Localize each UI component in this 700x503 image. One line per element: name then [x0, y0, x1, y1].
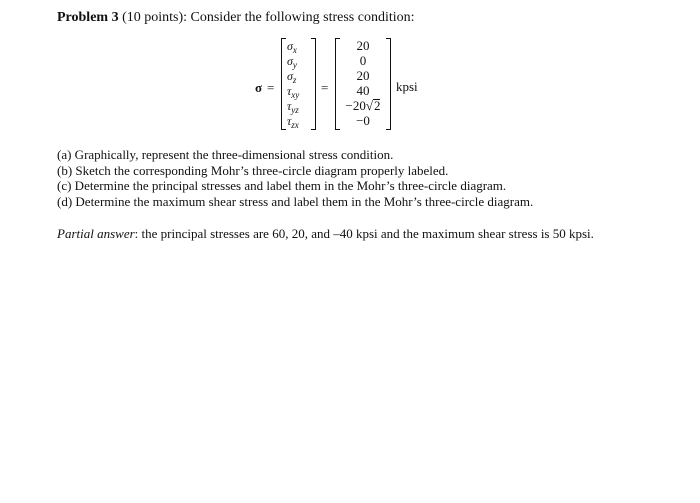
value-tau-xy: 40 [356, 83, 370, 98]
sigma-symbol: σ [255, 80, 263, 95]
component-sigma-y: $\sigma_y$ [287, 54, 297, 70]
value-sigma-x: 20 [356, 38, 370, 53]
left-bracket-vector [281, 38, 286, 130]
component-tau-yz: $\tau_{yz}$ [287, 99, 299, 115]
partial-answer [57, 226, 594, 242]
value-sigma-y: 0 [359, 53, 367, 68]
problem-parts [57, 147, 533, 209]
unit-label: kpsi [396, 79, 418, 94]
value-sigma-z: 20 [356, 68, 370, 83]
equals-sign: = [267, 80, 275, 95]
equals-sign-2: = [321, 80, 329, 95]
value-tau-zx: −0 [356, 113, 370, 128]
component-sigma-z: $\sigma_z$ [287, 69, 297, 85]
value-tau-yz: −20√2 [345, 98, 381, 113]
right-bracket-vector [311, 38, 316, 130]
right-bracket-values [386, 38, 391, 130]
component-tau-zx: $\tau_{zx}$ [287, 114, 299, 130]
left-bracket-values [335, 38, 340, 130]
partial-answer-lead: Partial answer [57, 226, 135, 241]
part-b: (b) Sketch the corresponding Mohr’s three-circle diagram properly labeled. [57, 162, 449, 178]
component-sigma-x: $\sigma_x$ [287, 39, 297, 55]
stress-equation [255, 34, 455, 134]
component-tau-xy: $\tau_{xy}$ [287, 84, 300, 100]
problem-title [57, 9, 415, 27]
problem-points: (10 points): Consider the following stress condition: [118, 10, 415, 25]
part-a: (a) Graphically, represent the three-dimensional stress condition. [57, 147, 394, 162]
problem-label: Problem 3 [57, 10, 119, 25]
part-d: (d) Determine the maximum shear stress and label them in the Mohr’s three-circle diagram. [57, 193, 534, 209]
partial-answer-text: : the principal stresses are 60, 20, and –40 kpsi and the maximum shear stress is 50 kpsi. [134, 226, 594, 241]
part-c: (c) Determine the principal stresses and label them in the Mohr’s three-circle diagram. [57, 178, 507, 193]
